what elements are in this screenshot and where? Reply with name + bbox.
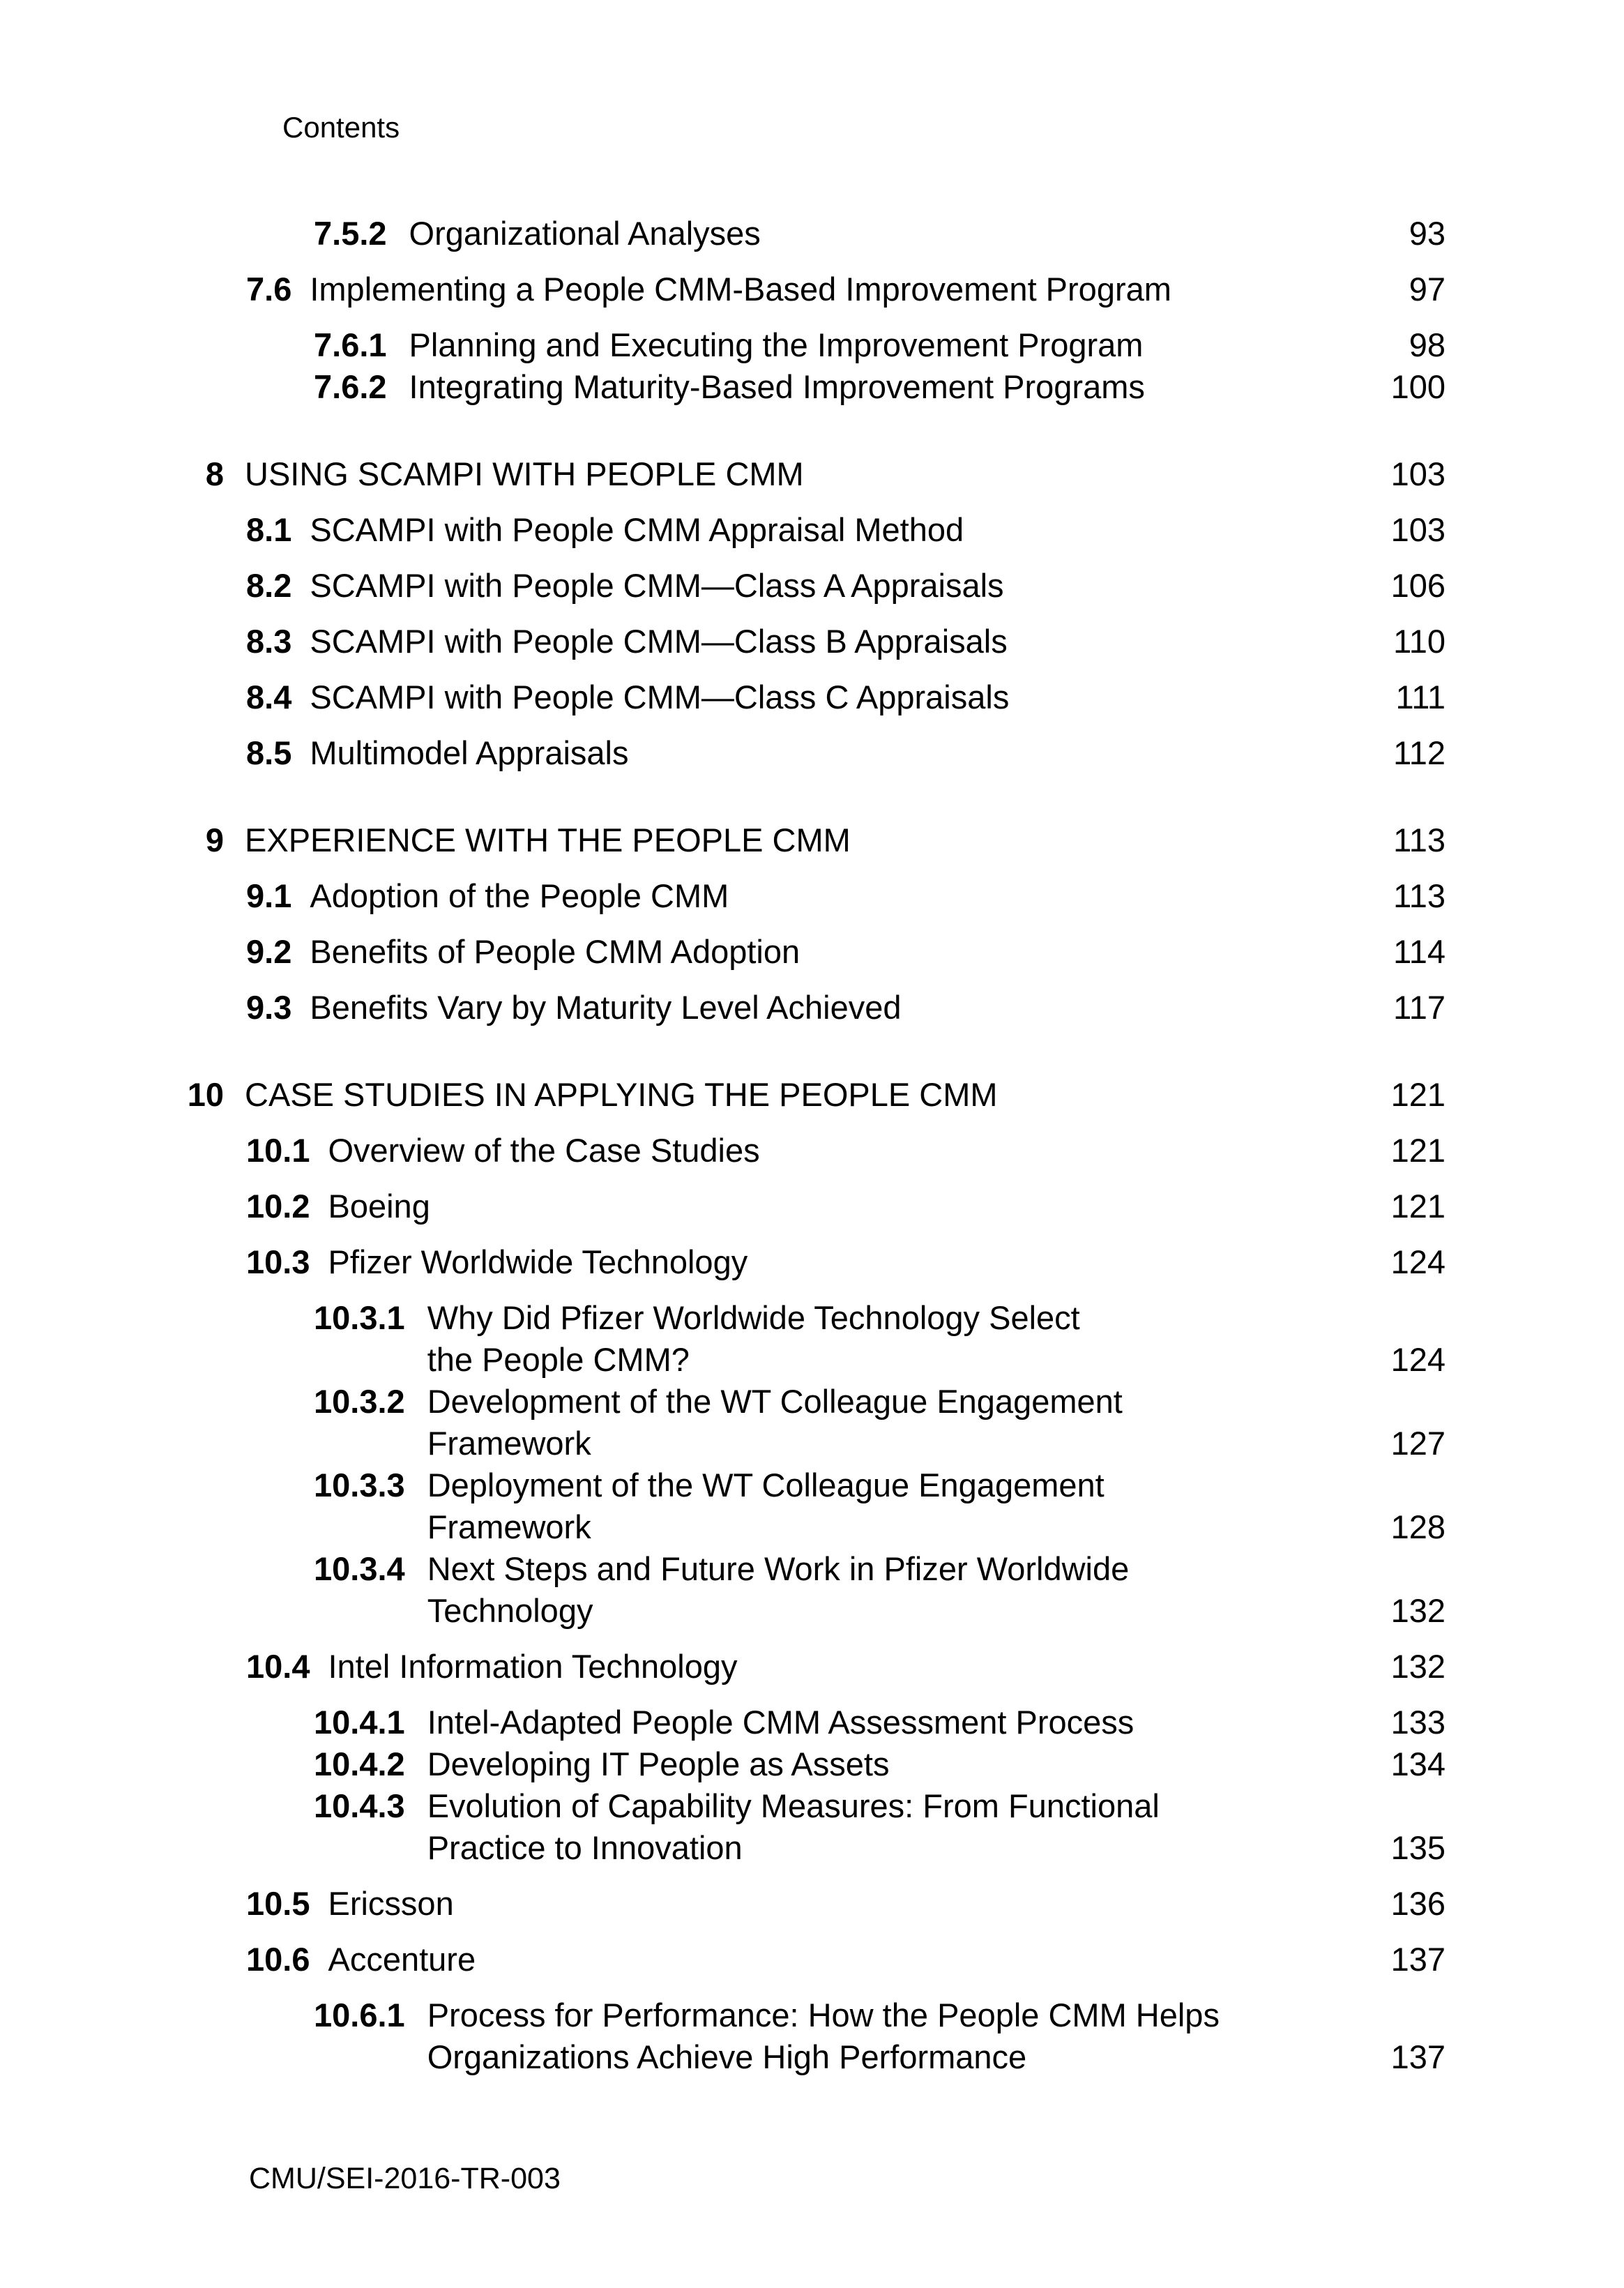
- toc-entry-page-number: 124: [1390, 1341, 1445, 1378]
- toc-entry-10.6.1: [178, 1994, 1445, 2078]
- toc-entry-number: 8.5: [246, 734, 292, 771]
- toc-entry-title: [310, 268, 1381, 310]
- toc-entry-page-number: 121: [1390, 1132, 1445, 1169]
- toc-entry-title-line1: Benefits Vary by Maturity Level Achieved: [310, 989, 902, 1026]
- toc-entry-10.4.1: [178, 1702, 1445, 1743]
- toc-entry-8.3: [178, 621, 1445, 662]
- toc-entry-page-number: 133: [1390, 1704, 1445, 1741]
- toc-entry-page-number: 111: [1395, 679, 1445, 715]
- toc-entry-number: 10.3.4: [314, 1550, 405, 1587]
- toc-entry-title-line2: Practice to Innovation: [427, 1829, 743, 1866]
- toc-entry-8.1: [178, 509, 1445, 551]
- toc-entry-title: [328, 1646, 1363, 1688]
- toc-entry-number: 10.2: [246, 1188, 310, 1225]
- toc-entry-number: 10.4.2: [314, 1745, 405, 1782]
- toc-entry-title-line1: Integrating Maturity-Based Improvement Programs: [409, 368, 1145, 405]
- toc-entry-page-number: 103: [1390, 511, 1445, 548]
- toc-entry-title: [427, 1785, 1363, 1869]
- toc-entry-title-line1: Implementing a People CMM-Based Improvement Program: [310, 271, 1171, 308]
- toc-entry-9.2: [178, 931, 1445, 973]
- toc-entry-page-number: 128: [1390, 1508, 1445, 1545]
- toc-entry-10.5: [178, 1883, 1445, 1925]
- toc-entry-title: [328, 1130, 1363, 1172]
- toc-entry-title-line1: Evolution of Capability Measures: From Functional: [427, 1787, 1160, 1824]
- toc-entry-title: [310, 621, 1365, 662]
- toc-entry-page-number: 135: [1390, 1829, 1445, 1866]
- toc-entry-10.4.3: [178, 1785, 1445, 1869]
- toc-entry-number: 10.3.3: [314, 1467, 405, 1503]
- toc-entry-page-number: 113: [1393, 821, 1445, 858]
- toc-entry-title: [310, 875, 1365, 917]
- toc-entry-title: [427, 1702, 1363, 1743]
- toc-entry-title-line2: Framework: [427, 1425, 591, 1462]
- toc-entry-page-number: 121: [1390, 1188, 1445, 1225]
- toc-entry-page-number: 93: [1409, 215, 1445, 252]
- toc-entry-title: [328, 1883, 1363, 1925]
- toc-entry-8: [178, 453, 1445, 495]
- toc-entry-7.6.1: [178, 324, 1445, 366]
- toc-entry-number: 10.6: [246, 1941, 310, 1978]
- toc-entry-title: [409, 366, 1363, 408]
- toc-entry-title: [310, 565, 1363, 607]
- toc-entry-number: 8: [205, 455, 224, 492]
- toc-entry-title: [409, 213, 1381, 255]
- toc-entry-10.3.1: [178, 1297, 1445, 1381]
- running-header-contents: Contents: [282, 111, 400, 144]
- toc-entry-10.3.2: [178, 1381, 1445, 1464]
- toc-entry-title-line1: Process for Performance: How the People CMM Helps: [427, 1997, 1220, 2033]
- toc-entry-8.2: [178, 565, 1445, 607]
- toc-entry-10.4: [178, 1646, 1445, 1688]
- toc-entry-10.3.3: [178, 1464, 1445, 1548]
- toc-entry-9.1: [178, 875, 1445, 917]
- toc-entry-title-line1: SCAMPI with People CMM—Class A Appraisals: [310, 567, 1004, 604]
- toc-entry-title: [310, 509, 1363, 551]
- toc-entry-title-line1: SCAMPI with People CMM—Class C Appraisals: [310, 679, 1010, 715]
- toc-entry-10.3: [178, 1241, 1445, 1283]
- toc-entry-page-number: 100: [1390, 368, 1445, 405]
- toc-entry-number: 7.6.1: [314, 326, 387, 363]
- toc-entry-title: [310, 676, 1367, 718]
- toc-entry-title: [427, 1548, 1363, 1632]
- toc-entry-title-line1: Intel Information Technology: [328, 1648, 738, 1685]
- toc-entry-number: 7.5.2: [314, 215, 387, 252]
- toc-entry-title: [245, 1074, 1363, 1116]
- toc-entry-number: 7.6.2: [314, 368, 387, 405]
- toc-entry-title: [328, 1185, 1363, 1227]
- toc-entry-number: 10.4: [246, 1648, 310, 1685]
- toc-entry-page-number: 134: [1390, 1745, 1445, 1782]
- toc-entry-title-line1: Organizational Analyses: [409, 215, 761, 252]
- toc-entry-8.5: [178, 732, 1445, 774]
- toc-entry-title-line1: Why Did Pfizer Worldwide Technology Select: [427, 1299, 1080, 1336]
- toc-entry-number: 10.3: [246, 1243, 310, 1280]
- toc-entry-title-line1: Intel-Adapted People CMM Assessment Process: [427, 1704, 1134, 1741]
- toc-entry-title-line1: SCAMPI with People CMM Appraisal Method: [310, 511, 964, 548]
- toc-entry-page-number: 113: [1393, 877, 1445, 914]
- toc-entry-number: 9.2: [246, 933, 292, 970]
- toc-entry-number: 10.4.1: [314, 1704, 405, 1741]
- toc-entry-number: 9.3: [246, 989, 292, 1026]
- toc-entry-number: 7.6: [246, 271, 292, 308]
- toc-entry-7.5.2: [178, 213, 1445, 255]
- toc-entry-10: [178, 1074, 1445, 1116]
- toc-entry-title-line1: Ericsson: [328, 1885, 454, 1922]
- toc-entry-title: [427, 1297, 1363, 1381]
- toc-entry-title: [310, 732, 1365, 774]
- toc-entry-page-number: 124: [1390, 1243, 1445, 1280]
- toc-entry-page-number: 98: [1409, 326, 1445, 363]
- toc-entry-10.1: [178, 1130, 1445, 1172]
- toc-entry-number: 8.1: [246, 511, 292, 548]
- toc-entry-title-line1: CASE STUDIES IN APPLYING THE PEOPLE CMM: [245, 1076, 998, 1113]
- toc-entry-7.6.2: [178, 366, 1445, 408]
- toc-entry-title-line1: SCAMPI with People CMM—Class B Appraisals: [310, 623, 1008, 660]
- toc-entry-page-number: 110: [1393, 623, 1445, 660]
- toc-entry-10.2: [178, 1185, 1445, 1227]
- toc-entry-title-line1: EXPERIENCE WITH THE PEOPLE CMM: [245, 821, 851, 858]
- toc-entry-number: 8.4: [246, 679, 292, 715]
- toc-entry-10.3.4: [178, 1548, 1445, 1632]
- toc-entry-page-number: 132: [1390, 1648, 1445, 1685]
- toc-entry-number: 10.6.1: [314, 1997, 405, 2033]
- toc-entry-page-number: 137: [1390, 2038, 1445, 2075]
- toc-entry-title-line2: Framework: [427, 1508, 591, 1545]
- toc-entry-number: 10.1: [246, 1132, 310, 1169]
- toc-entry-page-number: 114: [1393, 933, 1445, 970]
- toc-entry-number: 10.4.3: [314, 1787, 405, 1824]
- toc-entry-8.4: [178, 676, 1445, 718]
- toc-entry-title-line1: Multimodel Appraisals: [310, 734, 629, 771]
- footer-report-id: CMU/SEI-2016-TR-003: [249, 2162, 561, 2195]
- toc-entry-page-number: 103: [1390, 455, 1445, 492]
- toc-entry-title-line1: Benefits of People CMM Adoption: [310, 933, 800, 970]
- toc-entry-title-line1: Overview of the Case Studies: [328, 1132, 760, 1169]
- toc-entry-page-number: 117: [1393, 989, 1445, 1026]
- toc-entry-title-line1: Boeing: [328, 1188, 430, 1225]
- toc-entry-title-line1: USING SCAMPI WITH PEOPLE CMM: [245, 455, 804, 492]
- toc-entry-page-number: 97: [1409, 271, 1445, 308]
- toc-entry-number: 10.3.1: [314, 1299, 405, 1336]
- toc-entry-10.6: [178, 1939, 1445, 1980]
- toc-entry-title: [427, 1743, 1363, 1785]
- toc-entry-9: [178, 819, 1445, 861]
- toc-entry-title-line2: Technology: [427, 1592, 593, 1629]
- toc-entry-title-line2: the People CMM?: [427, 1341, 690, 1378]
- toc-entry-title-line1: Pfizer Worldwide Technology: [328, 1243, 748, 1280]
- toc-entry-title: [310, 987, 1365, 1029]
- toc-entry-number: 9: [205, 821, 224, 858]
- toc-entry-title-line1: Accenture: [328, 1941, 476, 1978]
- toc-entry-9.3: [178, 987, 1445, 1029]
- toc-entry-title: [427, 1994, 1363, 2078]
- toc-entry-title: [427, 1464, 1363, 1548]
- toc-entry-number: 8.3: [246, 623, 292, 660]
- toc-entry-10.4.2: [178, 1743, 1445, 1785]
- toc-entry-number: 10.5: [246, 1885, 310, 1922]
- toc-entry-title: [245, 453, 1363, 495]
- toc-entry-title: [310, 931, 1365, 973]
- toc-entry-title-line1: Developing IT People as Assets: [427, 1745, 890, 1782]
- toc-entry-title-line2: Organizations Achieve High Performance: [427, 2038, 1027, 2075]
- toc-entry-page-number: 137: [1390, 1941, 1445, 1978]
- toc-entry-page-number: 106: [1390, 567, 1445, 604]
- toc-entry-title: [245, 819, 1365, 861]
- toc-entry-number: 9.1: [246, 877, 292, 914]
- toc-entry-title-line1: Planning and Executing the Improvement Program: [409, 326, 1144, 363]
- toc-entry-page-number: 112: [1393, 734, 1445, 771]
- toc-entry-title: [328, 1939, 1363, 1980]
- toc-entry-number: 10.3.2: [314, 1383, 405, 1420]
- toc-entry-title-line1: Deployment of the WT Colleague Engagement: [427, 1467, 1105, 1503]
- toc-entry-title: [427, 1381, 1363, 1464]
- toc-entry-page-number: 132: [1390, 1592, 1445, 1629]
- toc-entry-number: 8.2: [246, 567, 292, 604]
- toc-entry-title: [409, 324, 1381, 366]
- toc-entry-page-number: 121: [1390, 1076, 1445, 1113]
- toc-entry-number: 10: [187, 1076, 224, 1113]
- toc-entry-page-number: 127: [1390, 1425, 1445, 1462]
- toc-entry-title-line1: Adoption of the People CMM: [310, 877, 729, 914]
- toc-entry-7.6: [178, 268, 1445, 310]
- toc-entry-title: [328, 1241, 1363, 1283]
- toc-entry-page-number: 136: [1390, 1885, 1445, 1922]
- toc-entry-title-line1: Development of the WT Colleague Engagement: [427, 1383, 1123, 1420]
- toc-entry-title-line1: Next Steps and Future Work in Pfizer Worldwide: [427, 1550, 1130, 1587]
